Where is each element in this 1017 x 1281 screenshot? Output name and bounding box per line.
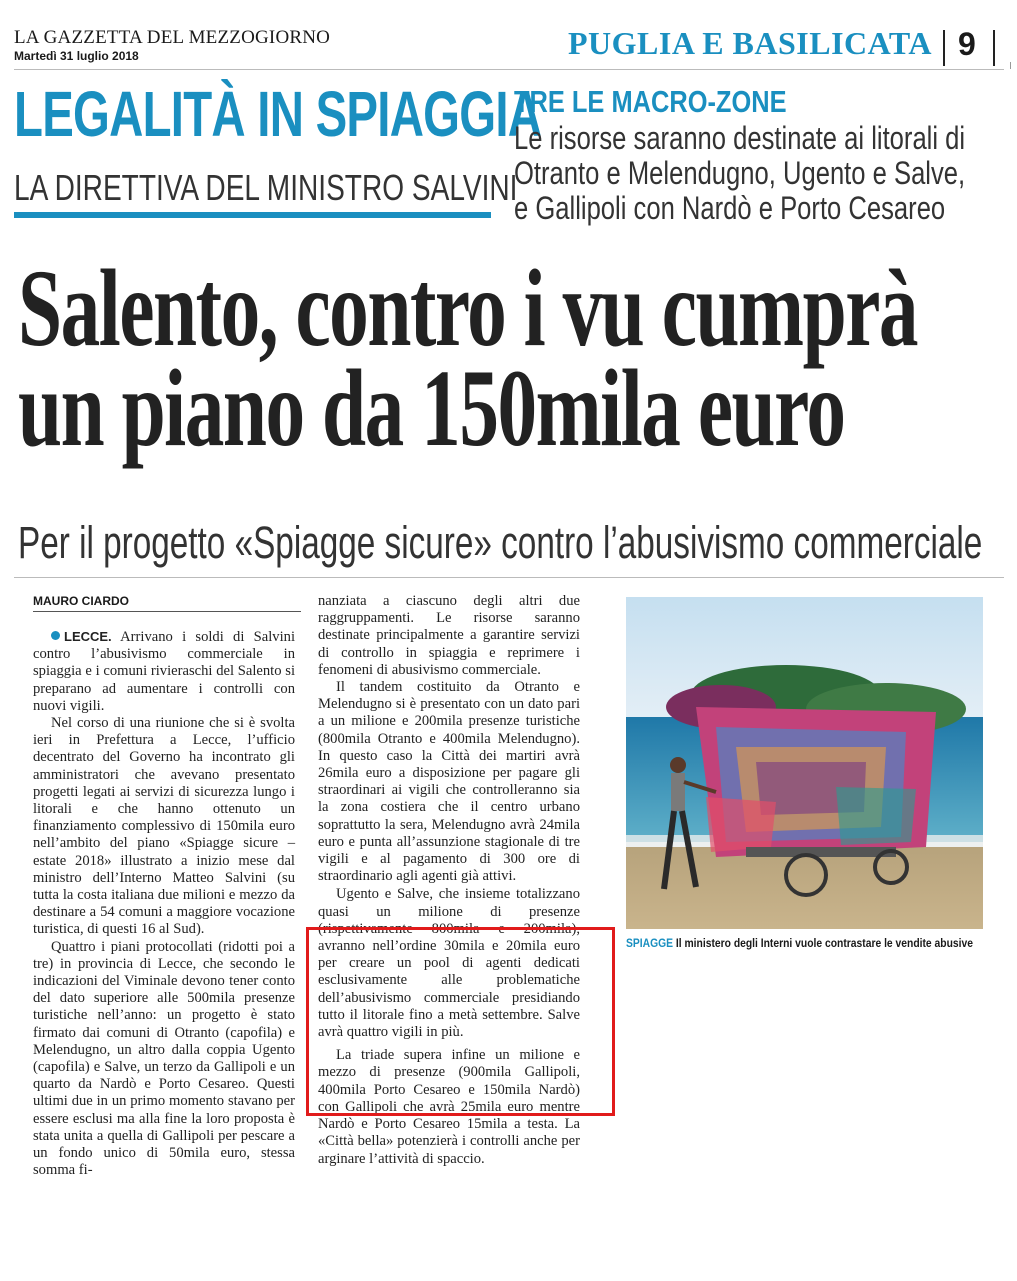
sidebar-title: TRE LE MACRO-ZONE xyxy=(514,84,787,119)
rule xyxy=(33,611,301,612)
page-number: 9 xyxy=(958,26,976,62)
bullet-dot-icon xyxy=(51,631,60,640)
headline-line: un piano da 150mila euro xyxy=(18,347,845,469)
highlight-box xyxy=(306,927,615,1116)
section-title: PUGLIA E BASILICATA xyxy=(568,25,932,61)
paragraph-highlighted: Ugento e Salve, che insieme totalizzano quasi un milione di presenze (rispettivamente 800mila e 200mila), avranno nell’ordine 30mila e 20mila euro per creare un pool di agenti dedicati esclusivamente alle problematiche dell’abusivismo commerciale presidiando tutto il litorale fino a metà settembre. Salve avrà quattro vigili in più. xyxy=(318,886,580,1041)
caption-text: Il ministero degli Interni vuole contrastare le vendite abusive xyxy=(673,936,973,950)
crop-mark xyxy=(1010,62,1017,69)
issue-date: Martedì 31 luglio 2018 xyxy=(14,49,139,63)
divider xyxy=(993,30,995,66)
paragraph: Il tandem costituito da Otranto e Melendugno si è presentato con un dato pari a un milione e 200mila presenze turistiche (800mila Otranto e 400mila Melendugno). In questo caso la Città dei martiri avrà 26mila euro a disposizione per pagare gli straordinari ai vigili che controlleranno sia la zona costiera che il centro urbano soprattutto la sera, Melendugno avrà 24mila euro e punta all’assunzione stagionale di tre vigili e al pagamento di 300 ore di straordinario agli agenti già attivi. xyxy=(318,679,580,885)
sidebar-text: Le risorse saranno destinate ai litorali di Otranto e Melendugno, Ugento e Salve, e Gallipoli con Nardò e Porto Cesareo xyxy=(514,120,966,226)
rule xyxy=(14,69,1004,70)
divider xyxy=(943,30,945,66)
kicker-subtitle: LA DIRETTIVA DEL MINISTRO SALVINI xyxy=(14,167,518,208)
paragraph: Nel corso di una riunione che si è svolta ieri in Prefettura a Lecce, l’ufficio decentrato del Governo ha incontrato gli amministratori che avevano presentato progetti legati ai servizi di sicurezza lungo i litorali e che hanno ottenuto un finanziamento complessivo di 150mila euro nell’ambito del piano «Spiagge sicure – estate 2018» illustrato a inizio mese dal ministro dell’Interno Matteo Salvini (su tutta la costa italiana due milioni e mezzo da destinare a 54 comuni a maggiore vocazione turistica, di questi 16 al Sud). xyxy=(33,715,295,938)
byline: MAURO CIARDO xyxy=(33,594,129,608)
paragraph: Quattro i piani protocollati (ridotti poi a tre) in provincia di Lecce, che secondo le indicazioni del Viminale devono tener conto del dato superiore alle 500mila presenze turistiche nell’anno: un progetto è stato firmato dai comuni di Otranto (capofila) e Melendugno, un altro dalla coppia Ugento (capofila) e Salve, un terzo da Gallipoli e un quarto da Nardò e Porto Cesareo. Questi ultimi due in un primo momento stavano per essere esclusi ma alla fine la loro proposta è stata unita a quella di Gallipoli per pescare a un fondo unico di 50mila euro, stessa somma fi- xyxy=(33,938,295,1179)
headline-line: Salento, contro i vu cumprà xyxy=(18,247,918,369)
dateline: LECCE. xyxy=(64,629,112,644)
subheadline: Per il progetto «Spiagge sicure» contro l’abusivismo commerciale xyxy=(18,517,983,568)
paragraph-text: Arrivano i soldi di Salvini contro l’abusivismo commerciale in spiaggia e i comuni rivieraschi del Salento si preparano ad aumentare i controlli con nuovi vigili. xyxy=(33,629,296,714)
kicker-title: LEGALITÀ IN SPIAGGIA xyxy=(14,78,542,150)
rule xyxy=(14,577,1004,578)
newspaper-name: LA GAZZETTA DEL MEZZOGIORNO xyxy=(14,27,331,48)
paragraph: nanziata a ciascuno degli altri due raggruppamenti. Le risorse saranno destinate principalmente a garantire servizi di controllo in spiaggia e reprimere i fenomeni di abusivismo commerciale. xyxy=(318,593,580,678)
paragraph: La triade supera infine un milione e mezzo di presenze (900mila Gallipoli, 400mila Porto Cesareo e 150mila Nardò) con Gallipoli che avrà 25mila euro mentre Nardò e Porto Cesareo 15mila a testa. La «Città bella» potenzierà i controlli anche per arginare l’attività di spaccio. xyxy=(318,1047,580,1167)
paragraph xyxy=(33,628,295,715)
article-column-1 xyxy=(33,628,295,1180)
photo-caption xyxy=(626,936,973,950)
caption-label: SPIAGGE xyxy=(626,936,674,950)
beach-vendor-photo xyxy=(626,597,983,929)
headline xyxy=(18,247,918,469)
kicker-rule xyxy=(14,212,491,218)
